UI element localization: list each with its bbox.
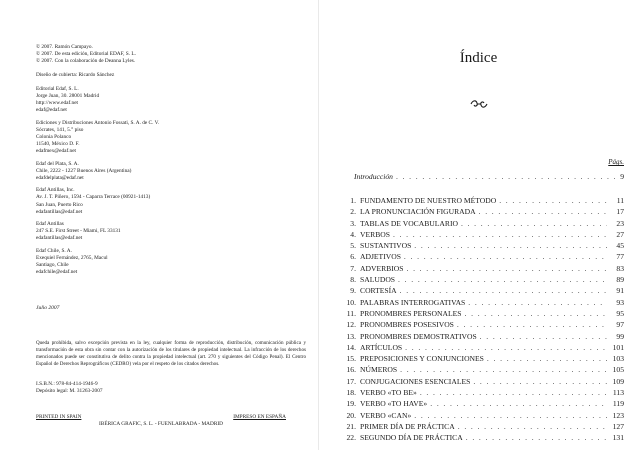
printer-info	[36, 414, 286, 427]
printer-address: IBÉRICA GRAFIC, S. L. - FUENLABRADA - MADRID	[99, 421, 223, 427]
toc-entry-number: 12.	[346, 320, 356, 330]
toc-entry-page: 101	[612, 342, 624, 352]
toc-entry-number: 1.	[350, 196, 356, 205]
toc-entry-number: 9.	[350, 286, 356, 296]
legal-deposit: Depósito legal: M. 31263-2007	[36, 388, 103, 394]
toc-intro-page: 9	[620, 172, 624, 181]
publisher-address	[36, 161, 306, 183]
toc-entry[interactable]	[343, 285, 624, 296]
toc-entry-title: ARTÍCULOS	[360, 342, 403, 352]
toc-entry-page: 127	[612, 421, 624, 431]
toc-entry-page: 23	[616, 218, 624, 228]
dot-leader	[430, 398, 607, 409]
toc-entry-number: 8.	[350, 275, 356, 285]
publication-date: Julio 2007	[36, 305, 60, 311]
toc-entry-page: 97	[616, 320, 624, 330]
toc-entry-title: VERBOS	[360, 229, 390, 239]
toc-entry[interactable]	[343, 376, 624, 387]
publisher-line: Colonia Polanco	[36, 134, 72, 141]
toc-entry-title: SEGUNDO DÍA DE PRÁCTICA	[360, 433, 463, 443]
toc-entry-number: 15.	[346, 354, 356, 364]
toc-entry-number: 14.	[346, 342, 356, 352]
publisher-line: http://www.edaf.net	[36, 100, 79, 107]
legal-notice: Queda prohibida, salvo excepción prevista en la ley, cualquier forma de reproducción, distribución, comunicación pública y transformación de esta obra sin contar con la autorización de los titulares de propiedad intelectual. La infracción de los derechos mencionados puede ser constitutiva de delito contra la propiedad intelectual (art. 270 y siguientes del Código Penal). El Centro Español de Derechos Reprográficos (CEDRO) vela por el respeto de los citados derechos.	[36, 340, 306, 367]
impreso-en-label: IMPRESO EN ESPAÑA	[233, 414, 286, 420]
publisher-line: Edaf Chile, S. A.	[36, 247, 72, 254]
publisher-line: Editorial Edaf, S. L.	[36, 85, 79, 92]
publisher-line: Ediciones y Distribuciones Antonio Fossati, S. A. de C. V.	[36, 119, 160, 126]
publisher-line: edaf@edaf.net	[36, 107, 67, 114]
toc-entry[interactable]	[343, 195, 624, 206]
toc-entry[interactable]	[343, 421, 624, 432]
toc-entry[interactable]	[343, 432, 624, 443]
publisher-line: edafantillas@edaf.net	[36, 208, 83, 215]
toc-entry-title: FUNDAMENTO DE NUESTRO MÉTODO	[360, 196, 497, 205]
dot-leader	[400, 285, 607, 296]
table-of-contents	[343, 195, 624, 444]
dot-leader	[499, 195, 607, 206]
dot-leader	[465, 308, 608, 319]
toc-entry[interactable]	[343, 218, 624, 229]
publisher-line: Exequiel Fernández, 2765, Macul	[36, 254, 108, 261]
toc-entry-page: 123	[612, 410, 624, 420]
copyright-line: © 2007. De esta edición, Editorial EDAF, S. L.	[36, 51, 136, 58]
dot-leader	[473, 376, 607, 387]
toc-entry-page: 105	[612, 365, 624, 375]
toc-entry-page: 89	[616, 275, 624, 285]
toc-entry-number: 13.	[346, 331, 356, 341]
toc-entry-number: 2.	[350, 207, 356, 217]
toc-entry-number: 21.	[346, 421, 356, 431]
toc-entry[interactable]	[343, 410, 624, 421]
toc-entry-title: SUSTANTIVOS	[360, 241, 412, 251]
toc-entry-page: 131	[612, 433, 624, 443]
toc-entry-title: PRIMER DÍA DE PRÁCTICA	[360, 421, 455, 431]
publisher-line: Santiago, Chile	[36, 262, 69, 269]
toc-entry-title: ADJETIVOS	[360, 252, 401, 262]
toc-entry[interactable]	[343, 263, 624, 274]
copyright-lines	[36, 44, 306, 66]
dot-leader	[487, 353, 607, 364]
publisher-line: edafdelplata@edaf.net	[36, 175, 84, 182]
page-title: Índice	[459, 50, 498, 66]
publisher-address	[36, 86, 306, 115]
toc-entry[interactable]	[343, 274, 624, 285]
publisher-line: San Juan, Puerto Rico	[36, 201, 83, 208]
toc-entry-page: 45	[616, 241, 624, 251]
publisher-line: Edaf Antillas, Inc.	[36, 187, 75, 194]
dot-leader	[420, 387, 607, 398]
printed-in-label: PRINTED IN SPAIN	[36, 414, 82, 420]
toc-entry-page: 91	[616, 286, 624, 296]
copyright-block	[36, 44, 306, 281]
toc-entry[interactable]	[343, 251, 624, 262]
ornament-icon	[469, 99, 489, 109]
toc-intro-title: Introducción	[354, 172, 393, 181]
publisher-line: Edaf del Plata, S. A.	[36, 160, 79, 167]
dot-leader	[457, 319, 607, 330]
toc-entry-page: 99	[616, 331, 624, 341]
publisher-line: Chile, 2222 - 1227 Buenos Aires (Argentina)	[36, 167, 132, 174]
toc-entry-number: 3.	[350, 218, 356, 228]
toc-entry-title: PALABRAS INTERROGATIVAS	[360, 297, 466, 307]
toc-entry[interactable]	[343, 331, 624, 342]
toc-entry[interactable]	[343, 297, 624, 308]
publisher-address	[36, 187, 306, 216]
publisher-address	[36, 221, 306, 243]
toc-entry-number: 7.	[350, 263, 356, 273]
dot-leader	[458, 421, 607, 432]
toc-entry[interactable]	[343, 206, 624, 217]
toc-intro-entry[interactable]	[354, 172, 624, 181]
dot-leader	[405, 342, 607, 353]
publisher-line: Sócrates, 141, 5.° piso	[36, 126, 84, 133]
toc-entry-title: CONJUGACIONES ESENCIALES	[360, 376, 471, 386]
toc-entry-page: 103	[612, 354, 624, 364]
dot-leader	[414, 410, 607, 421]
toc-entry-number: 5.	[350, 241, 356, 251]
toc-entry-number: 22.	[346, 433, 356, 443]
index-page	[319, 0, 638, 450]
toc-entry-number: 18.	[346, 388, 356, 398]
toc-entry-title: PRONOMBRES DEMOSTRATIVOS	[360, 331, 477, 341]
dot-leader	[479, 206, 607, 217]
cover-design-text: Diseño de cubierta: Ricardo Sánchez	[36, 72, 115, 79]
toc-entry-number: 6.	[350, 252, 356, 262]
toc-entry-number: 17.	[346, 376, 356, 386]
toc-entry-title: PRONOMBRES POSESIVOS	[360, 320, 454, 330]
toc-entry-title: VERBO «CAN»	[360, 410, 412, 420]
copyright-line: © 2007. Ramón Campayo.	[36, 44, 93, 50]
toc-entry-title: ADVERBIOS	[360, 263, 404, 273]
toc-entry-title: PRONOMBRES PERSONALES	[360, 308, 462, 318]
toc-entry-number: 20.	[346, 410, 356, 420]
toc-entry-page: 27	[616, 229, 624, 239]
copyright-line: © 2007. Con la colaboración de Deanna Lyles.	[36, 58, 136, 65]
toc-entry-title: SALUDOS	[360, 275, 396, 285]
publisher-line: Edaf Antillas	[36, 221, 64, 228]
isbn: I.S.B.N.: 978-84-414-1946-9	[36, 381, 98, 387]
toc-entry-page: 77	[616, 252, 624, 262]
toc-entry[interactable]	[343, 353, 624, 364]
toc-entry[interactable]	[343, 308, 624, 319]
publisher-line: edafmex@edaf.net	[36, 148, 77, 155]
toc-entry-page: 93	[616, 297, 624, 307]
dot-leader	[466, 432, 607, 443]
toc-entry-title: NÚMEROS	[360, 365, 398, 375]
isbn-block	[36, 381, 103, 395]
toc-entry-number: 4.	[350, 229, 356, 239]
toc-entry-number: 10.	[346, 297, 356, 307]
toc-entry-page: 113	[612, 388, 624, 398]
dot-leader	[396, 172, 617, 181]
cover-design	[36, 72, 306, 79]
toc-entry-page: 11	[616, 196, 624, 205]
toc-entry[interactable]	[343, 229, 624, 240]
dot-leader	[480, 331, 607, 342]
toc-entry-title: TABLAS DE VOCABULARIO	[360, 218, 458, 228]
dot-leader	[404, 251, 607, 262]
dot-leader	[414, 240, 607, 251]
publisher-line: edafantillas@edaf.net	[36, 235, 83, 242]
publisher-line: 247 S.E. First Street - Miami, FL 33131	[36, 228, 121, 235]
publisher-line: Jorge Juan, 30. 28001 Madrid	[36, 93, 100, 100]
toc-entry-number: 16.	[346, 365, 356, 375]
publisher-line: 11540, México D. F.	[36, 141, 80, 148]
dot-leader	[461, 218, 607, 229]
publisher-list	[36, 86, 306, 277]
publisher-address	[36, 120, 306, 156]
toc-entry-page: 119	[612, 399, 624, 409]
toc-entry[interactable]	[343, 240, 624, 251]
dot-leader	[393, 229, 607, 240]
publisher-address	[36, 248, 306, 277]
toc-entry[interactable]	[343, 342, 624, 353]
toc-entry[interactable]	[343, 319, 624, 330]
dot-leader	[406, 263, 607, 274]
toc-entry-page: 17	[616, 207, 624, 217]
publisher-line: Av. J. T. Piñero, 1594 - Caparra Terrace (00921-1413)	[36, 194, 151, 201]
toc-entry-title: CORTESÍA	[360, 286, 397, 296]
toc-entry[interactable]	[343, 387, 624, 398]
dot-leader	[468, 297, 607, 308]
toc-entry-page: 95	[616, 308, 624, 318]
pages-label: Págs.	[608, 158, 624, 166]
dot-leader	[398, 274, 607, 285]
toc-entry-title: PREPOSICIONES Y CONJUNCIONES	[360, 354, 484, 364]
toc-entry-number: 11.	[346, 308, 356, 318]
publisher-line: edafchile@edaf.net	[36, 269, 78, 276]
toc-entry[interactable]	[343, 364, 624, 375]
toc-entry-page: 83	[616, 263, 624, 273]
toc-entry-page: 109	[612, 376, 624, 386]
toc-entry-number: 19.	[346, 399, 356, 409]
dot-leader	[400, 364, 607, 375]
toc-entry-title: VERBO «TO HAVE»	[360, 399, 428, 409]
toc-entry-title: VERBO «TO BE»	[360, 388, 417, 398]
toc-entry[interactable]	[343, 398, 624, 409]
toc-entry-title: LA PRONUNCIACIÓN FIGURADA	[360, 207, 476, 217]
